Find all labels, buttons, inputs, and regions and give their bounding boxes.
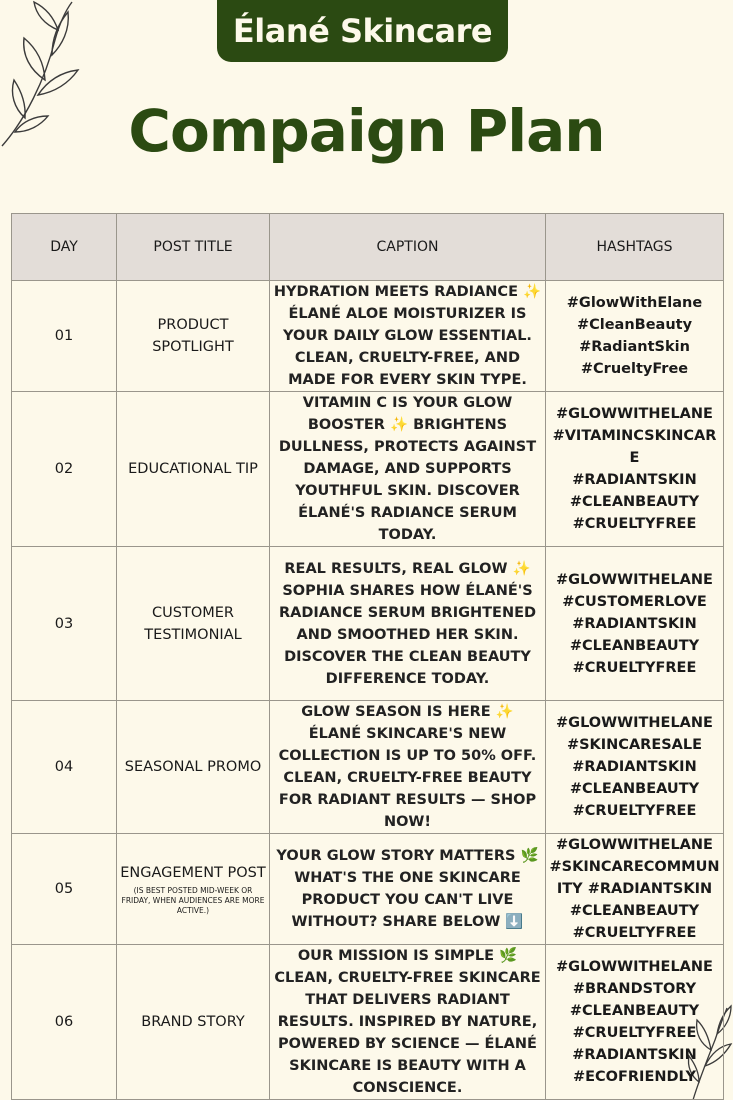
caption-cell: HYDRATION MEETS RADIANCE ✨ ÉLANÉ ALOE MOISTURIZER IS YOUR DAILY GLOW ESSENTIAL. CLEAN, CRUELTY-FREE, AND MADE FOR EVERY SKIN TYPE. [270, 281, 546, 392]
hashtag: #RADIANTSKIN [572, 615, 697, 632]
hashtag: #CRUELTYFREE [572, 925, 697, 941]
hashtags-cell [546, 392, 724, 547]
hashtag: #CRUELTYFREE [572, 803, 697, 819]
hashtag: #CLEANBEAUTY [569, 637, 700, 654]
post-title-cell: SEASONAL PROMO [117, 701, 270, 834]
hashtag: #CLEANBEAUTY [569, 781, 700, 797]
table-header-row [12, 214, 724, 281]
day-cell: 02 [12, 392, 117, 547]
column-header-hashtags: HASHTAGS [546, 214, 724, 281]
hashtag: #GLOWWITHELANE [556, 715, 713, 731]
posting-note: (IS BEST POSTED MID-WEEK OR FRIDAY, WHEN AUDIENCES ARE MORE ACTIVE.) [121, 886, 265, 915]
hashtag: #CRUELTYFREE [572, 659, 697, 676]
caption-cell: YOUR GLOW STORY MATTERS 🌿 WHAT'S THE ONE SKINCARE PRODUCT YOU CAN'T LIVE WITHOUT? SHARE BELOW ⬇️ [270, 834, 546, 945]
hashtag: #CRUELTYFREE [572, 1025, 697, 1041]
page-title: Compaign Plan [128, 97, 605, 165]
day-cell: 04 [12, 701, 117, 834]
hashtag: #RADIANTSKIN [572, 759, 697, 775]
hashtag: #CLEANBEAUTY [569, 1003, 700, 1019]
brand-banner [217, 0, 508, 62]
hashtag: #VITAMINCSKINCARE [552, 428, 717, 466]
hashtag: #RADIANTSKIN [572, 472, 697, 488]
caption-cell: VITAMIN C IS YOUR GLOW BOOSTER ✨ BRIGHTENS DULLNESS, PROTECTS AGAINST DAMAGE, AND SUPPORTS YOUTHFUL SKIN. DISCOVER ÉLANÉ'S RADIANCE SERUM TODAY. [270, 392, 546, 547]
table-row [12, 392, 724, 547]
hashtag: #CleanBeauty [576, 317, 693, 333]
hashtags-cell [546, 281, 724, 392]
post-title-cell: EDUCATIONAL TIP [117, 392, 270, 547]
table-row [12, 547, 724, 701]
post-title-cell: BRAND STORY [117, 945, 270, 1100]
hashtag: #CRUELTYFREE [572, 516, 697, 532]
column-header-post-title: POST TITLE [117, 214, 270, 281]
table-row [12, 281, 724, 392]
hashtag: #GlowWithElane [566, 295, 703, 311]
post-title-cell: CUSTOMER TESTIMONIAL [117, 547, 270, 701]
post-title-cell [117, 834, 270, 945]
table-row [12, 945, 724, 1100]
hashtags-cell [546, 834, 724, 945]
post-title-text: ENGAGEMENT POST [120, 865, 266, 881]
hashtag: #CUSTOMERLOVE [562, 593, 707, 610]
brand-name: Élané Skincare [232, 12, 493, 50]
day-cell: 05 [12, 834, 117, 945]
hashtag: #CLEANBEAUTY [569, 903, 700, 919]
caption-cell: GLOW SEASON IS HERE ✨ ÉLANÉ SKINCARE'S NEW COLLECTION IS UP TO 50% OFF. CLEAN, CRUELTY-FREE BEAUTY FOR RADIANT RESULTS — SHOP NOW! [270, 701, 546, 834]
post-title-cell: PRODUCT SPOTLIGHT [117, 281, 270, 392]
caption-cell: REAL RESULTS, REAL GLOW ✨ SOPHIA SHARES HOW ÉLANÉ'S RADIANCE SERUM BRIGHTENED AND SMOOTHED HER SKIN. DISCOVER THE CLEAN BEAUTY DIFFERENCE TODAY. [270, 547, 546, 701]
caption-cell: OUR MISSION IS SIMPLE 🌿 CLEAN, CRUELTY-FREE SKINCARE THAT DELIVERS RADIANT RESULTS. INSPIRED BY NATURE, POWERED BY SCIENCE — ÉLANÉ SKINCARE IS BEAUTY WITH A CONSCIENCE. [270, 945, 546, 1100]
hashtag: #GLOWWITHELANE [556, 571, 713, 588]
hashtag: #SKINCARECOMMUNITY #RADIANTSKIN [549, 859, 720, 897]
hashtag: #GLOWWITHELANE [556, 406, 713, 422]
hashtag: #CrueltyFree [580, 361, 689, 377]
table-row [12, 834, 724, 945]
hashtag: #SKINCARESALE [566, 737, 703, 753]
column-header-caption: CAPTION [270, 214, 546, 281]
day-cell: 01 [12, 281, 117, 392]
hashtags-cell [546, 945, 724, 1100]
column-header-day: DAY [12, 214, 117, 281]
hashtags-cell [546, 701, 724, 834]
hashtag: #RADIANTSKIN [572, 1047, 697, 1063]
hashtags-cell [546, 547, 724, 701]
hashtag: #GLOWWITHELANE [556, 959, 713, 975]
hashtag: #GLOWWITHELANE [556, 837, 713, 853]
hashtag: #BRANDSTORY [572, 981, 697, 997]
hashtag: #RadiantSkin [579, 339, 690, 355]
day-cell: 03 [12, 547, 117, 701]
day-cell: 06 [12, 945, 117, 1100]
hashtag: #CLEANBEAUTY [569, 494, 700, 510]
campaign-plan-table [11, 213, 724, 1100]
table-row [12, 701, 724, 834]
hashtag: #ECOFRIENDLY [572, 1069, 697, 1085]
